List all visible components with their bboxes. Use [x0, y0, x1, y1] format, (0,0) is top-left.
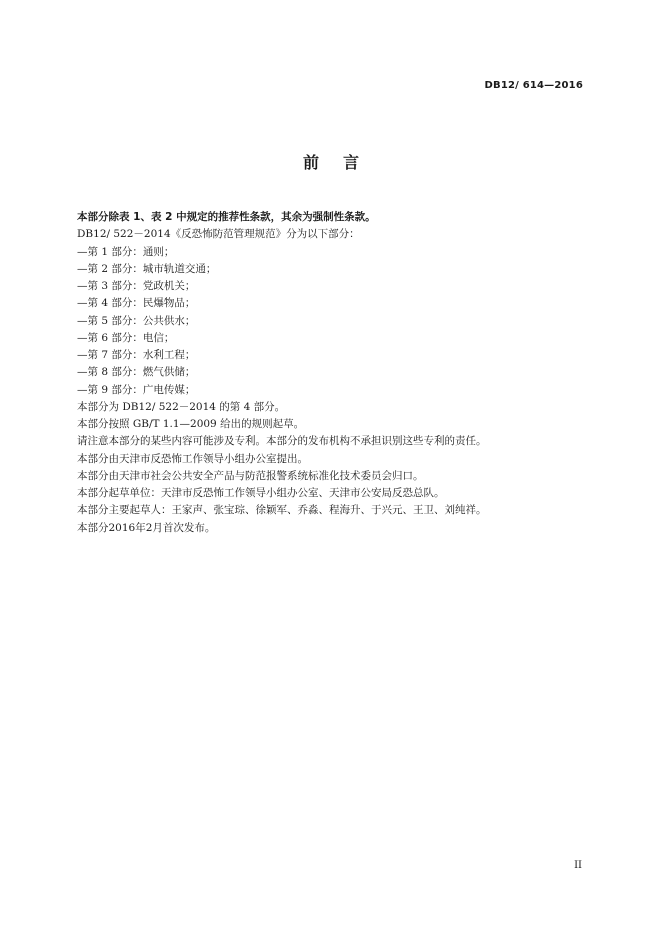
release-statement: 本部分2016年2月首次发布。 — [77, 521, 216, 534]
part-list-item: —第 4 部分：民爆物品； — [77, 297, 196, 310]
page-number: II — [574, 860, 582, 871]
mandatory-clause-statement: 本部分除表 1、表 2 中规定的推荐性条款，其余为强制性条款。 — [77, 211, 376, 223]
part-list-item: —第 9 部分：广电传媒； — [77, 383, 196, 396]
part-list-item: —第 3 部分：党政机关； — [77, 280, 196, 292]
page-title: 前言 — [302, 153, 383, 172]
committee-statement: 本部分由天津市社会公共安全产品与防范报警系统标准化技术委员会归口。 — [77, 469, 424, 482]
drafting-units: 本部分起草单位：天津市反恐怖工作领导小组办公室、天津市公安局反恐总队。 — [77, 487, 445, 499]
document-code: DB12/ 614—2016 — [484, 80, 583, 91]
part-list-item: —第 7 部分：水利工程； — [77, 349, 196, 361]
patent-notice: 请注意本部分的某些内容可能涉及专利。本部分的发布机构不承担识别这些专利的责任。 — [77, 435, 487, 448]
drafters: 本部分主要起草人：王家声、张宝琮、徐颖军、乔淼、程海升、于兴元、王卫、刘纯祥。 — [77, 504, 487, 517]
part-statement: 本部分为 DB12/ 522－2014 的第 4 部分。 — [77, 400, 286, 413]
part-list-item: —第 6 部分：电信； — [77, 331, 175, 344]
part-list-item: —第 8 部分：燃气供储； — [77, 366, 196, 379]
part-list-item: —第 2 部分：城市轨道交通； — [77, 262, 217, 275]
part-list-item: —第 1 部分：通则； — [77, 245, 175, 258]
drafting-rules-statement: 本部分按照 GB/T 1.1—2009 给出的规则起草。 — [77, 418, 305, 430]
proposer-statement: 本部分由天津市反恐怖工作领导小组办公室提出。 — [77, 452, 308, 465]
foreword-body — [77, 209, 587, 537]
part-list-item: —第 5 部分：公共供水； — [77, 314, 196, 327]
series-intro: DB12/ 522－2014《反恐怖防范管理规范》分为以下部分： — [77, 228, 360, 241]
